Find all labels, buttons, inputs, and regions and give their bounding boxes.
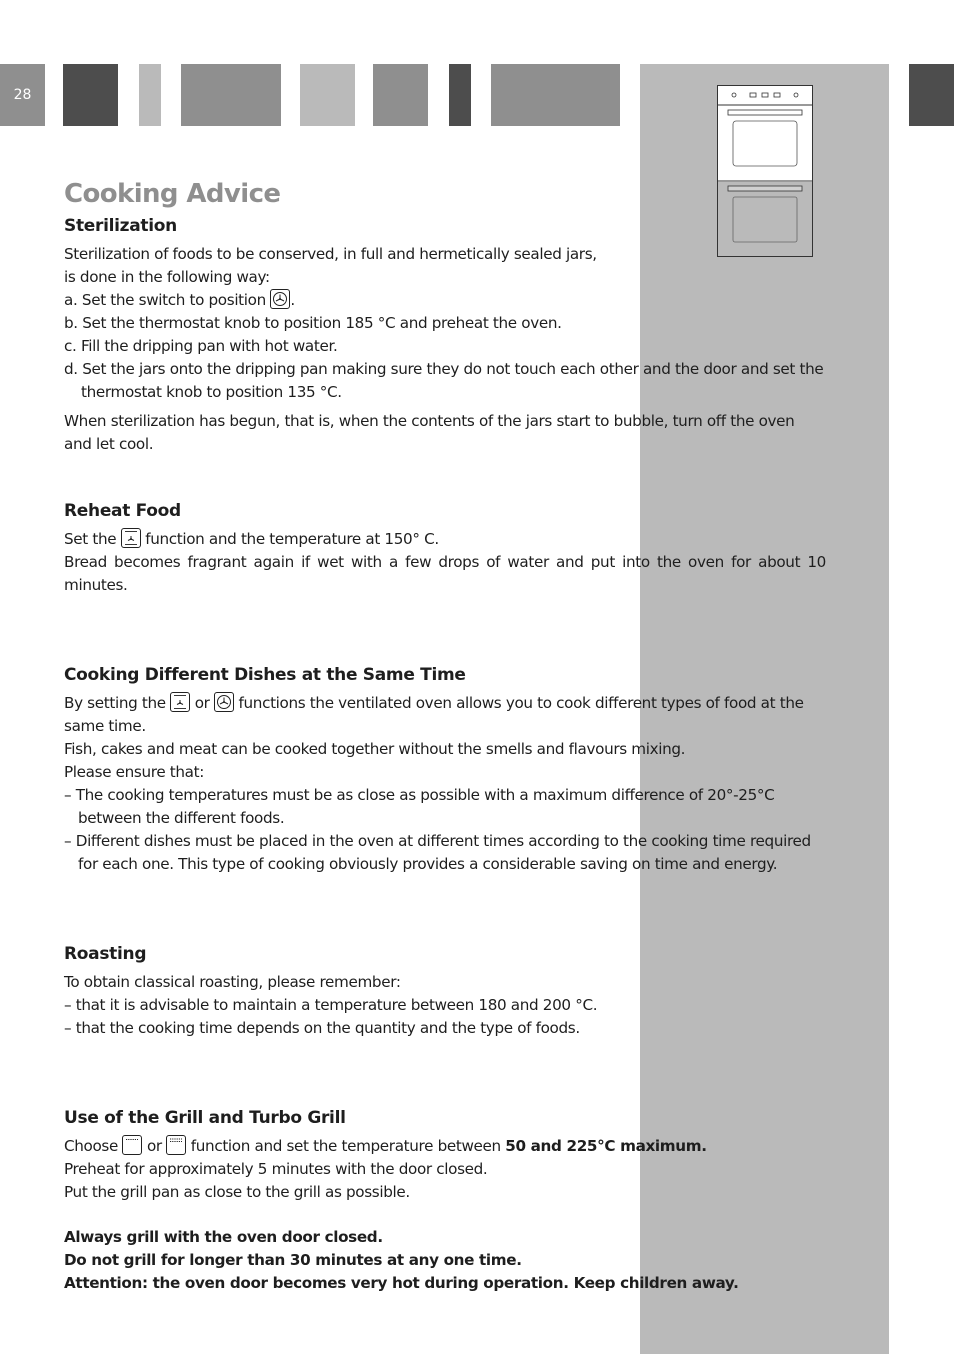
- header-block: [139, 64, 161, 126]
- header-block: [300, 64, 355, 126]
- page-number: 28: [0, 64, 45, 126]
- header-block: [491, 64, 620, 126]
- step-b: b. Set the thermostat knob to position 185 °C and preheat the oven.: [64, 314, 562, 332]
- step-c: c. Fill the dripping pan with hot water.: [64, 337, 338, 355]
- section-sterilization: [64, 215, 826, 456]
- grill-line3: Put the grill pan as close to the grill as possible.: [64, 1183, 410, 1201]
- different-line1: By setting the or functions the ventilated oven allows you to cook different types of food at the same time.: [64, 694, 804, 735]
- reheat-line1: Set the function and the temperature at 150° C.: [64, 530, 439, 548]
- step-d: d. Set the jars onto the dripping pan making sure they do not touch each other and the door and set the thermostat knob to position 135 °C.: [64, 360, 824, 401]
- sterilization-note: When sterilization has begun, that is, when the contents of the jars start to bubble, turn off the oven and let cool.: [64, 412, 795, 453]
- header-block: [63, 64, 118, 126]
- different-bullet2: – Different dishes must be placed in the oven at different times according to the cooking time required for each one. This type of cooking obviously provides a considerable saving on time and energy.: [64, 832, 811, 873]
- heading-roasting: Roasting: [64, 944, 147, 964]
- roasting-bullet2: – that the cooking time depends on the quantity and the type of foods.: [64, 1019, 580, 1037]
- section-different-dishes: [64, 664, 826, 876]
- header-block: [909, 64, 954, 126]
- text-intro2: is done in the following way:: [64, 268, 270, 286]
- grill-warning2: Do not grill for longer than 30 minutes at any one time.: [64, 1251, 522, 1269]
- different-line3: Please ensure that:: [64, 763, 205, 781]
- turbo-grill-icon: [166, 1135, 186, 1155]
- fan-element-icon: [170, 692, 190, 712]
- different-bullet1: – The cooking temperatures must be as close as possible with a maximum difference of 20°-25°C between the different foods.: [64, 786, 775, 827]
- page-title: Cooking Advice: [64, 179, 281, 209]
- grill-warning3: Attention: the oven door becomes very hot during operation. Keep children away.: [64, 1274, 739, 1292]
- roasting-line1: To obtain classical roasting, please remember:: [64, 973, 401, 991]
- section-reheat: [64, 500, 826, 597]
- heading-reheat: Reheat Food: [64, 501, 181, 521]
- grill-warning1: Always grill with the oven door closed.: [64, 1228, 383, 1246]
- header-block: [181, 64, 281, 126]
- step-a: a. Set the switch to position .: [64, 291, 295, 309]
- heading-grill: Use of the Grill and Turbo Grill: [64, 1108, 346, 1128]
- header-block: [373, 64, 428, 126]
- reheat-line2: Bread becomes fragrant again if wet with a few drops of water and put into the oven for about 10 minutes.: [64, 553, 826, 594]
- header-block: [449, 64, 471, 126]
- section-grill: [64, 1107, 826, 1295]
- grill-line2: Preheat for approximately 5 minutes with the door closed.: [64, 1160, 488, 1178]
- fan-ring-icon: [270, 289, 290, 309]
- section-roasting: [64, 943, 826, 1040]
- main-content: [64, 178, 826, 1295]
- fan-element-icon: [121, 528, 141, 548]
- roasting-bullet1: – that it is advisable to maintain a temperature between 180 and 200 °C.: [64, 996, 598, 1014]
- heading-different-dishes: Cooking Different Dishes at the Same Time: [64, 665, 466, 685]
- text-intro1: Sterilization of foods to be conserved, in full and hermetically sealed jars,: [64, 245, 597, 263]
- fan-ring-icon: [214, 692, 234, 712]
- heading-sterilization: Sterilization: [64, 216, 177, 236]
- grill-line1: Choose or function and set the temperature between 50 and 225°C maximum.: [64, 1137, 707, 1155]
- different-line2: Fish, cakes and meat can be cooked together without the smells and flavours mixing.: [64, 740, 686, 758]
- grill-icon: [122, 1135, 142, 1155]
